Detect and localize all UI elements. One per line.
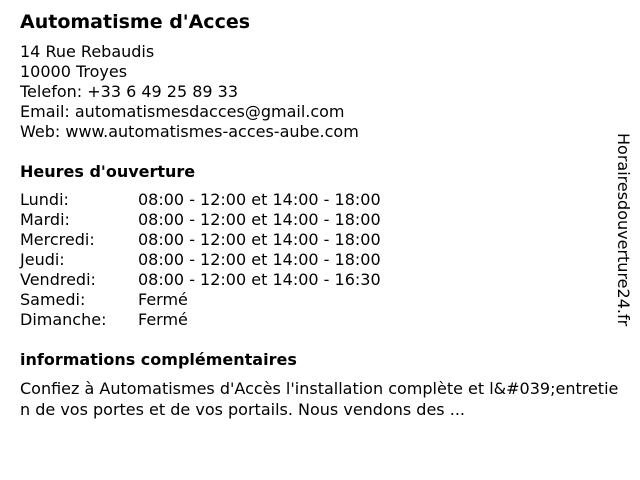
hours-row [20, 250, 610, 270]
hours-day: Dimanche: [20, 310, 107, 329]
hours-day: Lundi: [20, 190, 69, 209]
hours-time: 08:00 - 12:00 et 14:00 - 18:00 [138, 210, 381, 229]
address-city: 10000 Troyes [20, 62, 128, 81]
hours-row [20, 310, 610, 330]
hours-day: Samedi: [20, 290, 86, 309]
hours-heading: Heures d'ouverture [20, 162, 196, 181]
site-watermark: Horairesdouverture24.fr [614, 133, 633, 327]
hours-day: Mercredi: [20, 230, 95, 249]
info-description: Confiez à Automatismes d'Accès l'installation complète et l&#039;entretien de vos portes et de vos portails. Nous vendons des ... [20, 379, 619, 419]
hours-day: Jeudi: [20, 250, 65, 269]
hours-time: Fermé [138, 310, 188, 329]
hours-row [20, 290, 610, 310]
hours-time: 08:00 - 12:00 et 14:00 - 18:00 [138, 250, 381, 269]
business-card [20, 10, 619, 420]
business-name: Automatisme d'Acces [20, 11, 251, 33]
address-street: 14 Rue Rebaudis [20, 42, 155, 61]
hours-row [20, 270, 610, 290]
hours-row [20, 190, 610, 210]
web-line: Web: www.automatismes-acces-aube.com [20, 122, 359, 141]
phone-line: Telefon: +33 6 49 25 89 33 [20, 82, 239, 101]
hours-row [20, 210, 610, 230]
hours-day: Mardi: [20, 210, 70, 229]
hours-table [20, 190, 610, 330]
hours-time: 08:00 - 12:00 et 14:00 - 18:00 [138, 190, 381, 209]
hours-row [20, 230, 610, 250]
hours-time: 08:00 - 12:00 et 14:00 - 18:00 [138, 230, 381, 249]
hours-time: 08:00 - 12:00 et 14:00 - 16:30 [138, 270, 381, 289]
hours-time: Fermé [138, 290, 188, 309]
hours-day: Vendredi: [20, 270, 96, 289]
info-heading: informations complémentaires [20, 350, 297, 369]
email-line: Email: automatismesdacces@gmail.com [20, 102, 345, 121]
